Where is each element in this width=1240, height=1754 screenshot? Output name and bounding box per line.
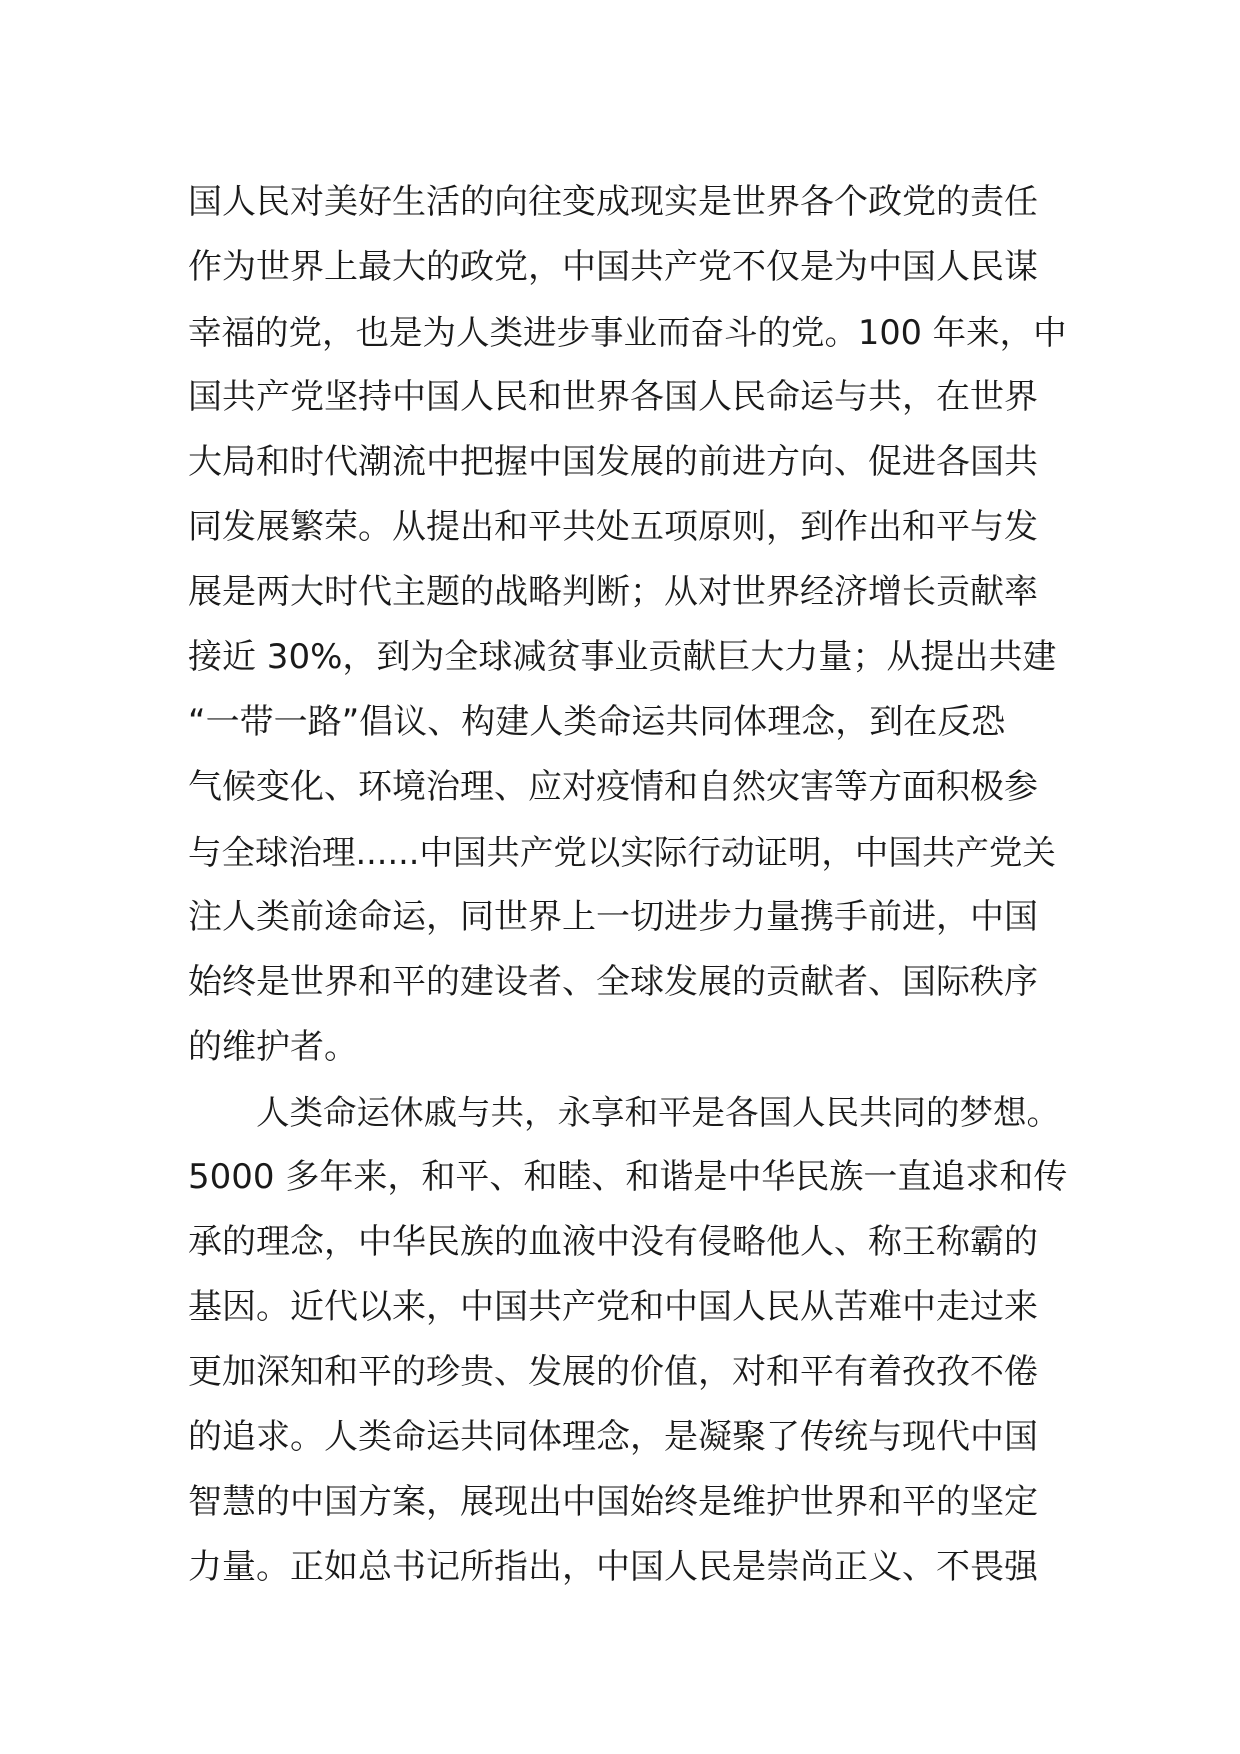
text-line: 展是两大时代主题的战略判断；从对世界经济增长贡献率 bbox=[188, 572, 1038, 612]
text-line: 力量。正如总书记所指出，中国人民是崇尚正义、不畏强 bbox=[188, 1547, 1038, 1587]
text-line: 同发展繁荣。从提出和平共处五项原则，到作出和平与发 bbox=[188, 507, 1038, 547]
text-line: 与全球治理......中国共产党以实际行动证明，中国共产党关 bbox=[188, 833, 1056, 872]
text-line: “一带一路”倡议、构建人类命运共同体理念，到在反恐 bbox=[188, 702, 1006, 742]
text-line: 始终是世界和平的建设者、全球发展的贡献者、国际秩序 bbox=[188, 962, 1038, 1002]
text-line: 国共产党坚持中国人民和世界各国人民命运与共，在世界 bbox=[188, 377, 1038, 417]
text-line: 幸福的党，也是为人类进步事业而奋斗的党。100 年来，中 bbox=[188, 313, 1067, 352]
paragraph-first-line: 人类命运休戚与共，永享和平是各国人民共同的梦想。 bbox=[256, 1093, 1060, 1132]
text-line: 大局和时代潮流中把握中国发展的前进方向、促进各国共 bbox=[188, 442, 1038, 482]
text-line: 国人民对美好生活的向往变成现实是世界各个政党的责任 bbox=[188, 182, 1038, 222]
text-line: 注人类前途命运，同世界上一切进步力量携手前进，中国 bbox=[188, 897, 1038, 937]
text-line: 的维护者。 bbox=[188, 1027, 358, 1067]
text-line: 基因。近代以来，中国共产党和中国人民从苦难中走过来 bbox=[188, 1287, 1038, 1327]
text-line: 更加深知和平的珍贵、发展的价值，对和平有着孜孜不倦 bbox=[188, 1352, 1038, 1392]
text-line: 接近 30%，到为全球减贫事业贡献巨大力量；从提出共建 bbox=[188, 637, 1057, 677]
text-line: 5000 多年来，和平、和睦、和谐是中华民族一直追求和传 bbox=[188, 1157, 1068, 1197]
text-line: 智慧的中国方案，展现出中国始终是维护世界和平的坚定 bbox=[188, 1482, 1038, 1522]
text-line: 承的理念，中华民族的血液中没有侵略他人、称王称霸的 bbox=[188, 1222, 1038, 1262]
body-text bbox=[188, 170, 1068, 1600]
text-line: 作为世界上最大的政党，中国共产党不仅是为中国人民谋 bbox=[188, 247, 1038, 287]
text-line: 气候变化、环境治理、应对疫情和自然灾害等方面积极参 bbox=[188, 767, 1038, 807]
text-line: 的追求。人类命运共同体理念，是凝聚了传统与现代中国 bbox=[188, 1417, 1038, 1457]
